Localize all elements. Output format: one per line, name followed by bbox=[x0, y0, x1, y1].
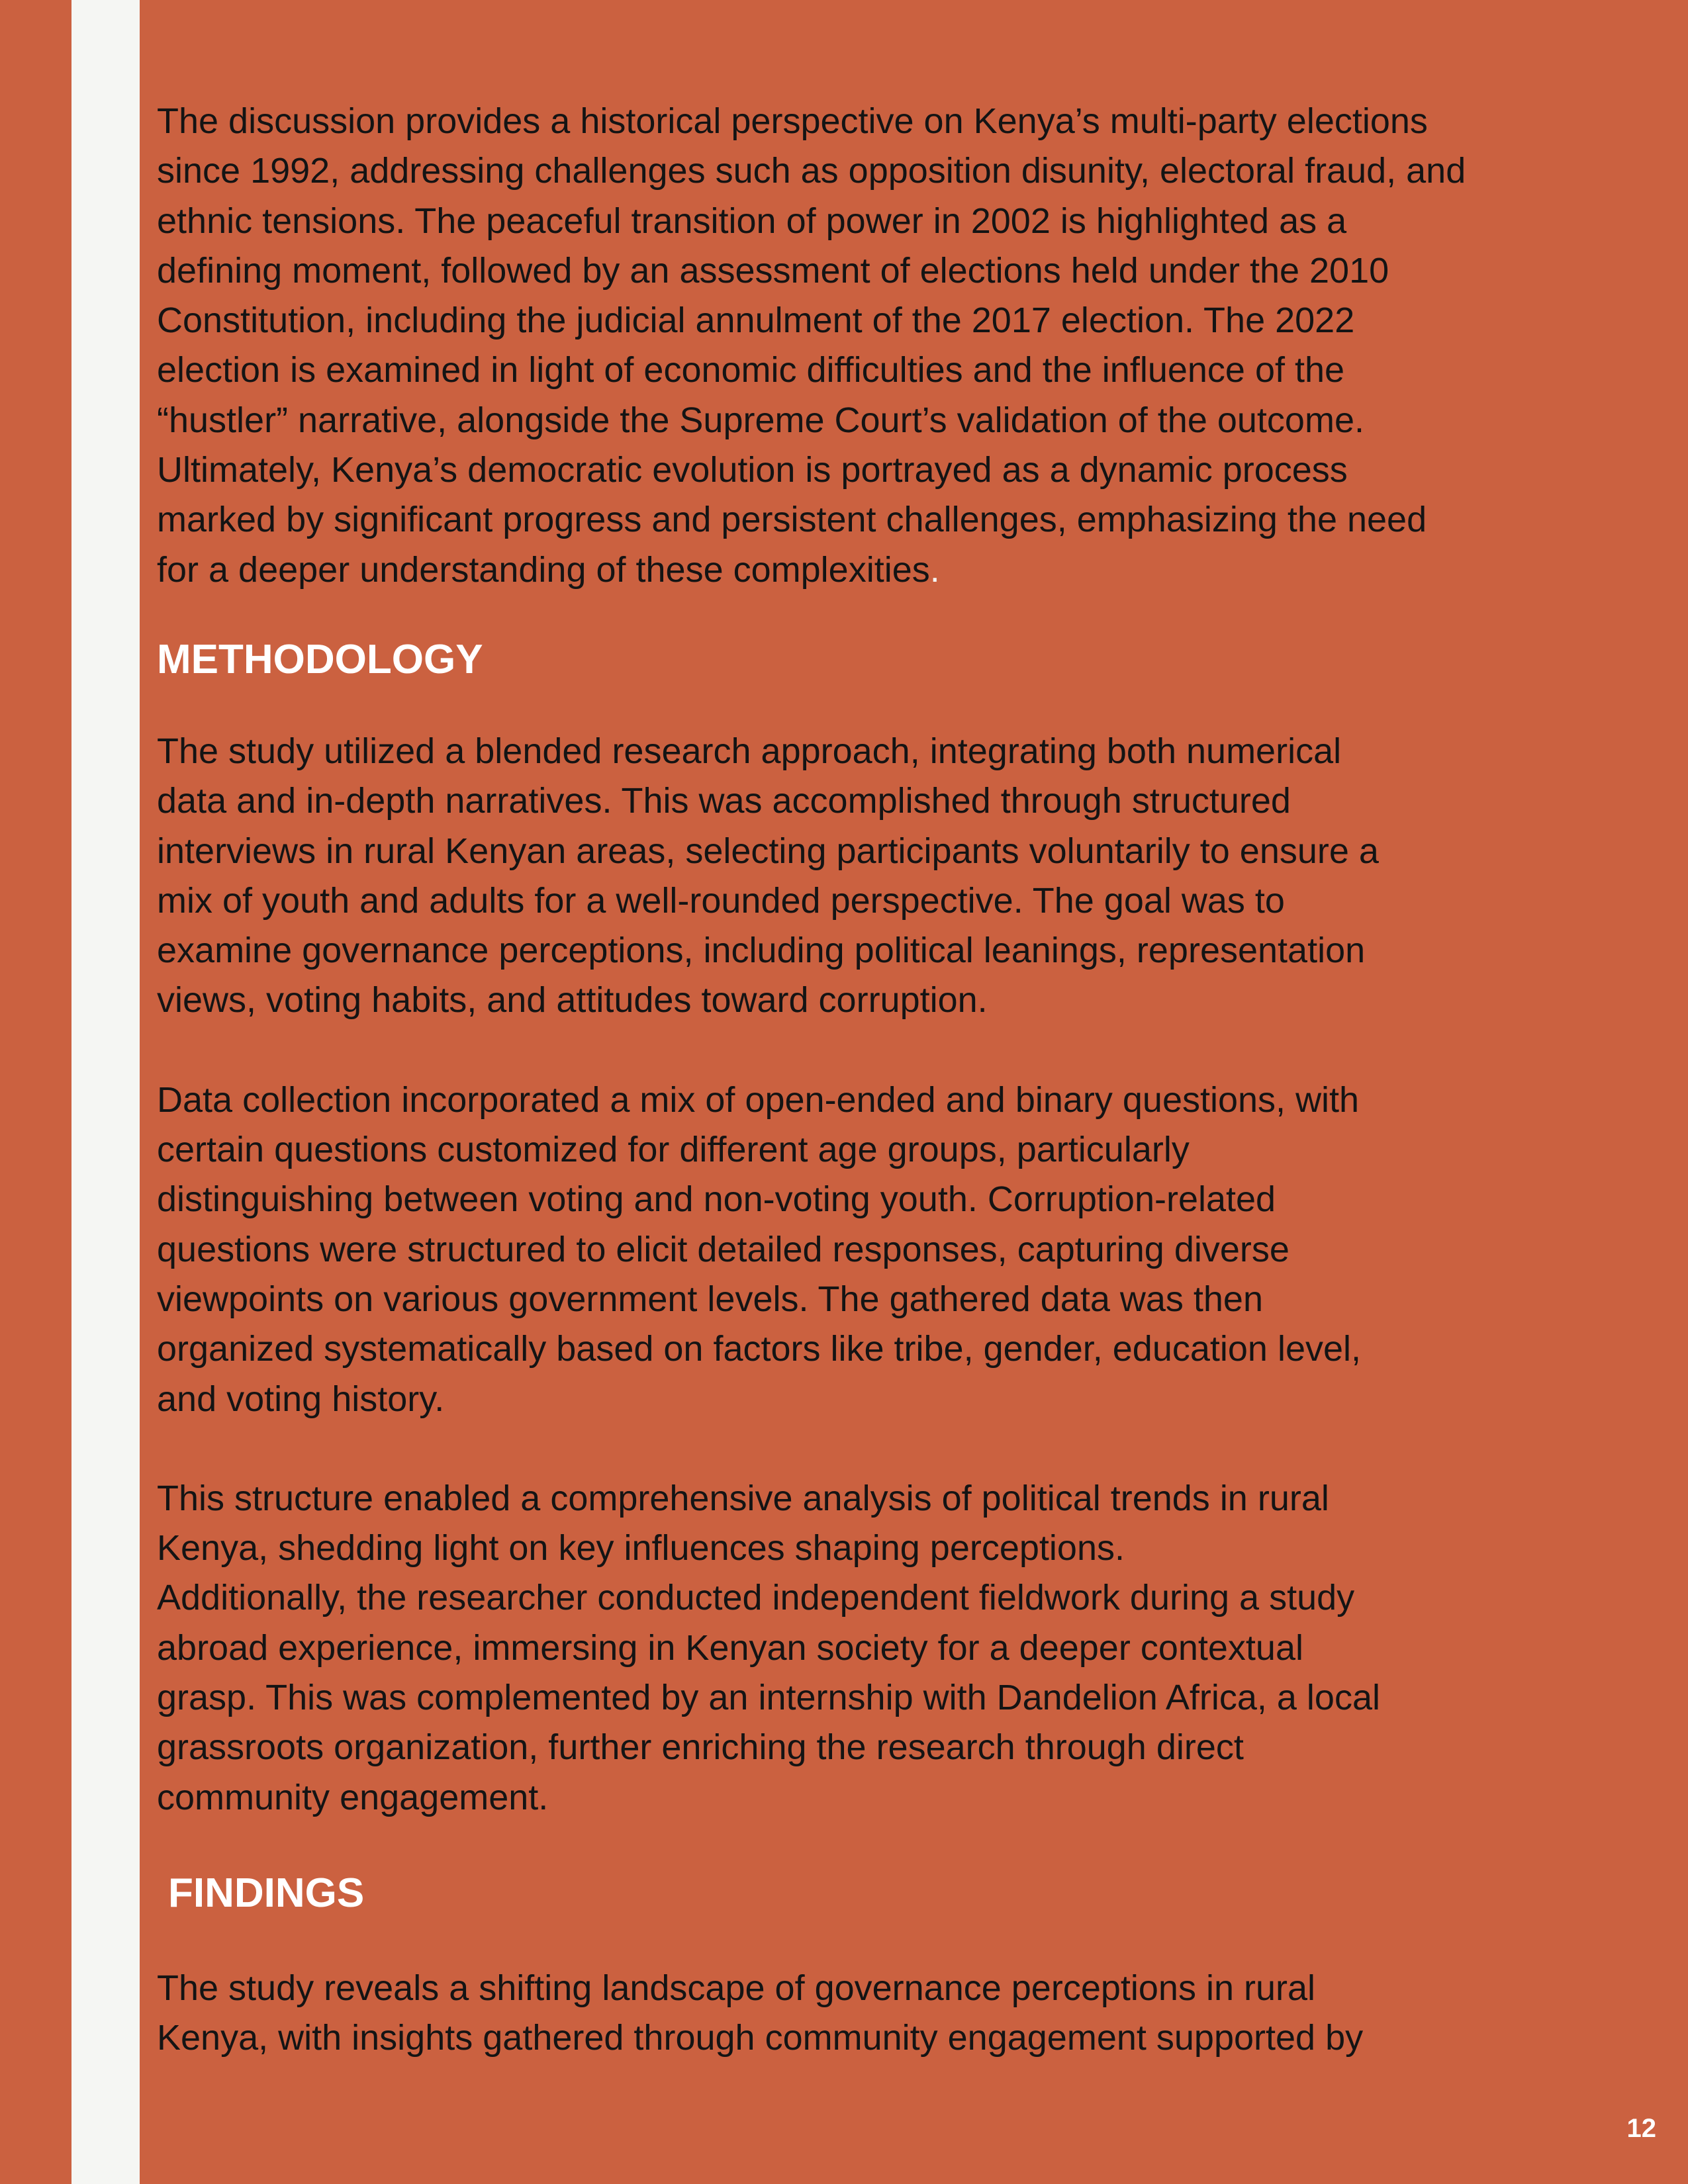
text-line: marked by significant progress and persistent challenges, emphasizing the need bbox=[157, 500, 1427, 540]
text-line: data and in-depth narratives. This was accomplished through structured bbox=[157, 781, 1291, 821]
text-line: grasp. This was complemented by an internship with Dandelion Africa, a local bbox=[157, 1678, 1380, 1718]
text-line: Constitution, including the judicial annulment of the 2017 election. The 2022 bbox=[157, 300, 1355, 341]
text-line: This structure enabled a comprehensive analysis of political trends in rural bbox=[157, 1478, 1329, 1518]
text-line: election is examined in light of economic difficulties and the influence of the bbox=[157, 350, 1345, 390]
text-line: viewpoints on various government levels. The gathered data was then bbox=[157, 1279, 1263, 1319]
text-line: Data collection incorporated a mix of open-ended and binary questions, with bbox=[157, 1079, 1360, 1120]
text-line: “hustler” narrative, alongside the Supreme Court’s validation of the outcome. bbox=[157, 400, 1364, 440]
text-line: and voting history. bbox=[157, 1379, 445, 1419]
text-line: organized systematically based on factors like tribe, gender, education level, bbox=[157, 1329, 1362, 1369]
accent-period: . bbox=[929, 549, 940, 590]
text-line: grassroots organization, further enriching the research through direct bbox=[157, 1727, 1244, 1768]
text-line: questions were structured to elicit detailed responses, capturing diverse bbox=[157, 1229, 1289, 1269]
text-line: The discussion provides a historical perspective on Kenya’s multi-party elections bbox=[157, 101, 1428, 141]
left-decorative-stripe bbox=[71, 0, 140, 2184]
text-line: The study reveals a shifting landscape of governance perceptions in rural bbox=[157, 1968, 1316, 2008]
methodology-paragraph-1 bbox=[157, 727, 1640, 1026]
text-line: Ultimately, Kenya’s democratic evolution is portrayed as a dynamic process bbox=[157, 450, 1348, 490]
text-line: ethnic tensions. The peaceful transition of power in 2002 is highlighted as a bbox=[157, 201, 1347, 241]
text-line: community engagement. bbox=[157, 1777, 549, 1817]
text-line: defining moment, followed by an assessment of elections held under the 2010 bbox=[157, 250, 1389, 291]
text-line: for a deeper understanding of these complexities bbox=[157, 549, 930, 590]
text-line: examine governance perceptions, including political leanings, representation bbox=[157, 931, 1366, 971]
text-line: interviews in rural Kenyan areas, selecting participants voluntarily to ensure a bbox=[157, 831, 1379, 871]
intro-paragraph bbox=[157, 97, 1640, 595]
text-line: mix of youth and adults for a well-rounded perspective. The goal was to bbox=[157, 880, 1285, 921]
page-number: 12 bbox=[1626, 2114, 1656, 2143]
text-line: Kenya, shedding light on key influences shaping perceptions. bbox=[157, 1528, 1125, 1569]
page-content bbox=[157, 97, 1640, 2064]
findings-heading: FINDINGS bbox=[168, 1870, 365, 1916]
text-line: Additionally, the researcher conducted independent fieldwork during a study bbox=[157, 1578, 1355, 1618]
text-line: distinguishing between voting and non-voting youth. Corruption-related bbox=[157, 1179, 1276, 1220]
methodology-heading: METHODOLOGY bbox=[157, 636, 483, 682]
findings-paragraph-1 bbox=[157, 1964, 1640, 2064]
text-line: abroad experience, immersing in Kenyan society for a deeper contextual bbox=[157, 1627, 1303, 1668]
methodology-paragraph-2 bbox=[157, 1075, 1640, 1424]
text-line: The study utilized a blended research approach, integrating both numerical bbox=[157, 731, 1342, 771]
methodology-paragraph-3 bbox=[157, 1474, 1640, 1823]
text-line-last bbox=[157, 545, 1640, 595]
text-line: views, voting habits, and attitudes toward corruption. bbox=[157, 980, 988, 1021]
text-line: since 1992, addressing challenges such as opposition disunity, electoral fraud, and bbox=[157, 151, 1466, 191]
text-line: Kenya, with insights gathered through community engagement supported by bbox=[157, 2018, 1364, 2058]
text-line: certain questions customized for different age groups, particularly bbox=[157, 1130, 1190, 1170]
